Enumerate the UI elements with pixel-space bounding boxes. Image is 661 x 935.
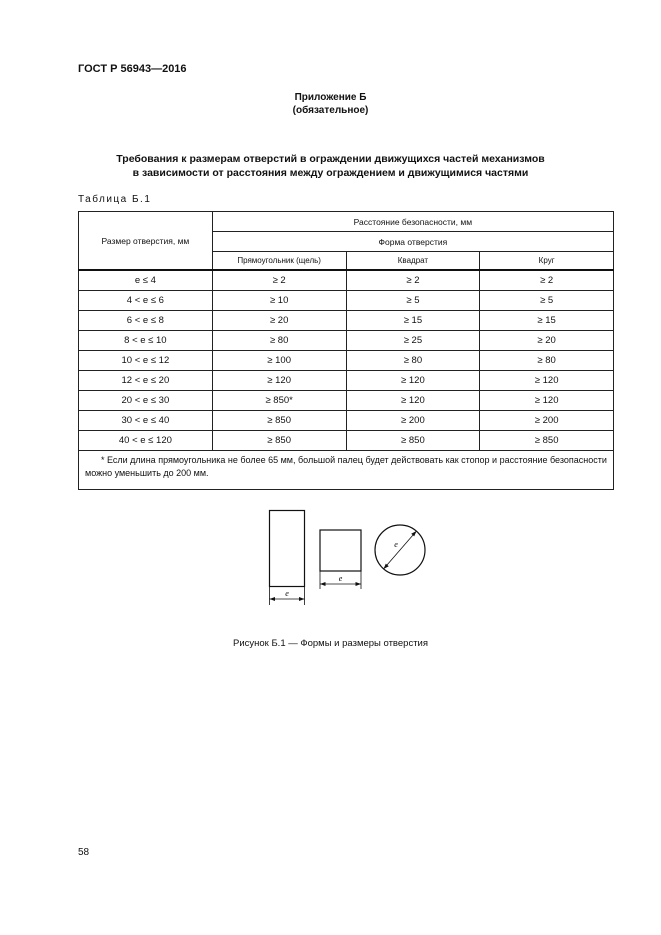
table-row <box>79 411 614 431</box>
cell-circle: ≥ 2 <box>480 270 614 291</box>
table-footnote-text: * Если длина прямоугольника не более 65 мм, большой палец будет действовать как стопор и расстояние безопасности можно уменьшить до 200 мм. <box>85 455 607 478</box>
cell-size: 8 < e ≤ 10 <box>79 331 213 351</box>
cell-circle: ≥ 850 <box>480 431 614 451</box>
table-row <box>79 431 614 451</box>
section-title-line-2: в зависимости от расстояния между ограждением и движущимися частями <box>132 167 529 179</box>
cell-size: 30 < e ≤ 40 <box>79 411 213 431</box>
column-header-hole-size: Размер отверстия, мм <box>79 212 213 271</box>
square-shape <box>320 530 361 571</box>
table-row <box>79 291 614 311</box>
cell-circle: ≥ 120 <box>480 391 614 411</box>
cell-rectangle: ≥ 10 <box>212 291 346 311</box>
cell-size: 6 < e ≤ 8 <box>79 311 213 331</box>
cell-rectangle: ≥ 100 <box>212 351 346 371</box>
rectangle-dim-label: e <box>285 589 289 598</box>
cell-rectangle: ≥ 2 <box>212 270 346 291</box>
cell-size: 12 < e ≤ 20 <box>79 371 213 391</box>
square-dim-arrow-right <box>356 582 362 586</box>
cell-circle: ≥ 80 <box>480 351 614 371</box>
column-header-square: Квадрат <box>346 252 480 271</box>
cell-square: ≥ 120 <box>346 371 480 391</box>
table-row <box>79 311 614 331</box>
cell-square: ≥ 5 <box>346 291 480 311</box>
appendix-status: (обязательное) <box>292 105 369 116</box>
cell-square: ≥ 25 <box>346 331 480 351</box>
cell-size: 40 < e ≤ 120 <box>79 431 213 451</box>
column-header-hole-shape: Форма отверстия <box>212 232 613 252</box>
cell-rectangle: ≥ 20 <box>212 311 346 331</box>
cell-size: 10 < e ≤ 12 <box>79 351 213 371</box>
square-dim-arrow-left <box>320 582 326 586</box>
table-row <box>79 391 614 411</box>
cell-circle: ≥ 200 <box>480 411 614 431</box>
appendix-title: Приложение Б <box>294 92 367 103</box>
cell-size: e ≤ 4 <box>79 270 213 291</box>
figure-caption: Рисунок Б.1 — Формы и размеры отверстия <box>232 638 428 649</box>
requirements-table <box>78 211 614 490</box>
cell-size: 4 < e ≤ 6 <box>79 291 213 311</box>
table-row <box>79 351 614 371</box>
cell-rectangle: ≥ 850 <box>212 411 346 431</box>
circle-diameter-line <box>384 531 417 569</box>
rectangle-dim-arrow-right <box>299 597 305 601</box>
cell-circle: ≥ 5 <box>480 291 614 311</box>
cell-circle: ≥ 120 <box>480 371 614 391</box>
cell-square: ≥ 850 <box>346 431 480 451</box>
cell-square: ≥ 200 <box>346 411 480 431</box>
circle-dim-label: e <box>394 540 398 549</box>
cell-square: ≥ 80 <box>346 351 480 371</box>
table-row <box>79 371 614 391</box>
appendix-heading <box>0 91 661 117</box>
cell-circle: ≥ 15 <box>480 311 614 331</box>
column-header-circle: Круг <box>480 252 614 271</box>
cell-rectangle: ≥ 80 <box>212 331 346 351</box>
table-row <box>79 331 614 351</box>
table-label: Таблица Б.1 <box>78 194 152 205</box>
cell-circle: ≥ 20 <box>480 331 614 351</box>
cell-square: ≥ 120 <box>346 391 480 411</box>
cell-rectangle: ≥ 120 <box>212 371 346 391</box>
section-title <box>0 152 661 180</box>
document-code: ГОСТ Р 56943—2016 <box>78 63 187 75</box>
rectangle-dim-arrow-left <box>270 597 276 601</box>
section-title-line-1: Требования к размерам отверстий в ограждении движущихся частей механизмов <box>116 153 545 165</box>
cell-square: ≥ 2 <box>346 270 480 291</box>
square-dim-label: e <box>338 574 343 583</box>
column-header-safety-distance: Расстояние безопасности, мм <box>212 212 613 232</box>
cell-rectangle: ≥ 850 <box>212 431 346 451</box>
hole-shapes-figure <box>264 505 444 605</box>
cell-size: 20 < e ≤ 30 <box>79 391 213 411</box>
table-footnote <box>79 451 614 490</box>
cell-square: ≥ 15 <box>346 311 480 331</box>
column-header-rectangle: Прямоугольник (щель) <box>212 252 346 271</box>
table-row <box>79 270 614 291</box>
cell-rectangle: ≥ 850* <box>212 391 346 411</box>
rectangle-shape <box>270 511 305 587</box>
page-number: 58 <box>78 847 90 858</box>
